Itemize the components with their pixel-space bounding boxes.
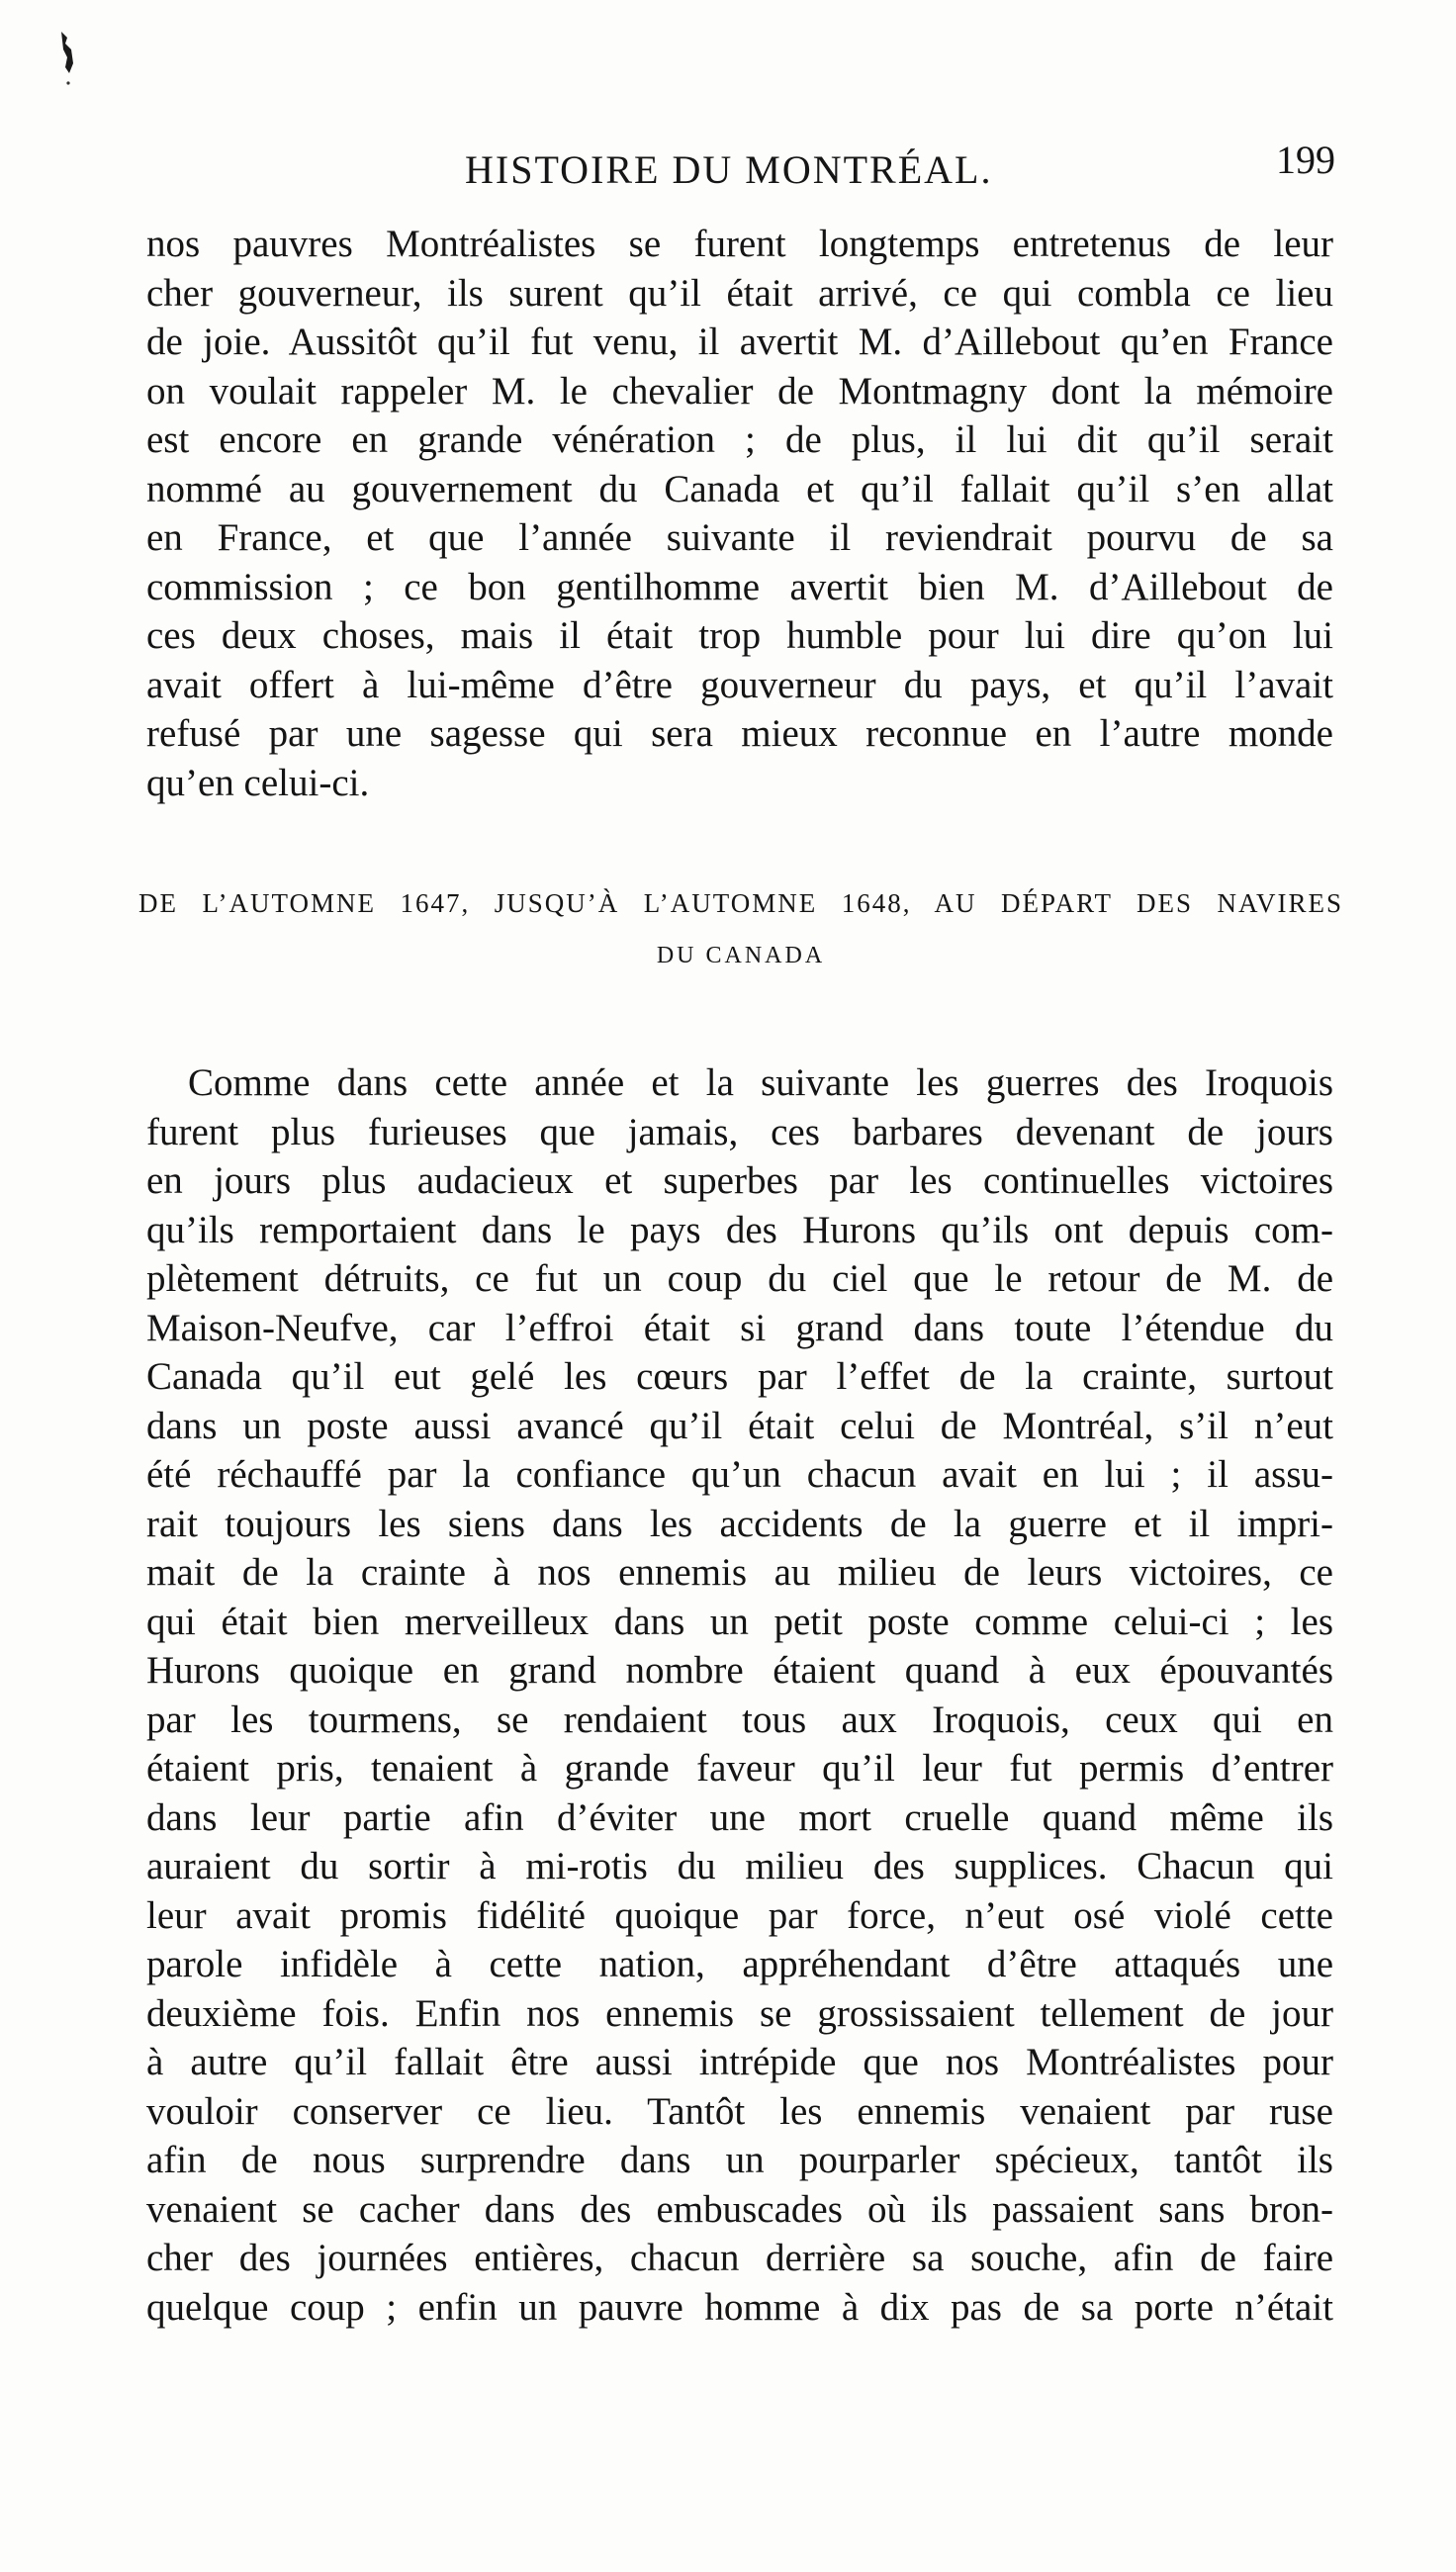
scan-artifact-mark bbox=[57, 30, 79, 87]
section-heading bbox=[138, 888, 1343, 969]
text-line: Maison-Neufve, car l’effroi était si grand dans toute l’étendue du bbox=[146, 1306, 1333, 1349]
text-line: qui était bien merveilleux dans un petit poste comme celui-ci ; les bbox=[146, 1600, 1333, 1643]
paragraph-main bbox=[146, 1058, 1333, 2332]
text-line: à autre qu’il fallait être aussi intrépide que nos Montréalistes pour bbox=[146, 2041, 1333, 2083]
text-line: on voulait rappeler M. le chevalier de Montmagny dont la mémoire bbox=[146, 369, 1333, 413]
text-line: étaient pris, tenaient à grande faveur qu’il leur fut permis d’entrer bbox=[146, 1747, 1333, 1790]
text-line: plètement détruits, ce fut un coup du ciel que le retour de M. de bbox=[146, 1257, 1333, 1300]
text-line: qu’en celui-ci. bbox=[146, 761, 370, 804]
text-line: venaient se cacher dans des embuscades où ils passaient sans bron- bbox=[146, 2187, 1333, 2231]
text-line: nommé au gouvernement du Canada et qu’il fallait qu’il s’en allat bbox=[146, 467, 1333, 510]
text-line: auraient du sortir à mi-rotis du milieu des supplices. Chacun qui bbox=[146, 1845, 1333, 1887]
text-line: furent plus furieuses que jamais, ces barbares devenant de jours bbox=[146, 1110, 1333, 1153]
page-number: 199 bbox=[1276, 138, 1335, 182]
text-line: cher gouverneur, ils surent qu’il était arrivé, ce qui combla ce lieu bbox=[146, 271, 1333, 315]
text-line: de joie. Aussitôt qu’il fut venu, il avertit M. d’Aillebout qu’en France bbox=[146, 321, 1333, 363]
text-line: cher des journées entières, chacun derrière sa souche, afin de faire bbox=[146, 2237, 1333, 2279]
text-line: avait offert à lui-même d’être gouverneur du pays, et qu’il l’avait bbox=[146, 663, 1333, 706]
paragraph-continued bbox=[146, 220, 1333, 807]
text-line: afin de nous surprendre dans un pourparler spécieux, tantôt ils bbox=[146, 2139, 1333, 2181]
text-line: rait toujours les siens dans les accidents de la guerre et il impri- bbox=[146, 1502, 1333, 1545]
text-line: vouloir conserver ce lieu. Tantôt les ennemis venaient par ruse bbox=[146, 2089, 1333, 2133]
text-line: Comme dans cette année et la suivante les guerres des Iroquois bbox=[188, 1061, 1333, 1104]
section-heading-line-1: DE L’AUTOMNE 1647, JUSQU’À L’AUTOMNE 1648, AU DÉPART DES NAVIRES bbox=[138, 888, 1343, 918]
text-line: qu’ils remportaient dans le pays des Hurons qu’ils ont depuis com- bbox=[146, 1208, 1333, 1251]
running-header-title: HISTOIRE DU MONTRÉAL. bbox=[465, 147, 993, 192]
text-line: dans un poste aussi avancé qu’il était celui de Montréal, s’il n’eut bbox=[146, 1404, 1333, 1447]
text-line: leur avait promis fidélité quoique par force, n’eut osé violé cette bbox=[146, 1893, 1333, 1937]
text-line: par les tourmens, se rendaient tous aux Iroquois, ceux qui en bbox=[146, 1698, 1333, 1741]
text-line: dans leur partie afin d’éviter une mort cruelle quand même ils bbox=[146, 1795, 1333, 1839]
text-line: Hurons quoique en grand nombre étaient quand à eux épouvantés bbox=[146, 1649, 1333, 1692]
text-line: mait de la crainte à nos ennemis au milieu de leurs victoires, ce bbox=[146, 1551, 1333, 1594]
text-line: en jours plus audacieux et superbes par les continuelles victoires bbox=[146, 1159, 1333, 1202]
text-line: Canada qu’il eut gelé les cœurs par l’effet de la crainte, surtout bbox=[146, 1355, 1333, 1398]
text-line: parole infidèle à cette nation, appréhendant d’être attaqués une bbox=[146, 1943, 1333, 1985]
text-line: en France, et que l’année suivante il reviendrait pourvu de sa bbox=[146, 516, 1333, 559]
text-line: est encore en grande vénération ; de plus, il lui dit qu’il serait bbox=[146, 418, 1333, 461]
text-line: été réchauffé par la confiance qu’un chacun avait en lui ; il assu- bbox=[146, 1453, 1333, 1496]
text-line: deuxième fois. Enfin nos ennemis se grossissaient tellement de jour bbox=[146, 1991, 1333, 2035]
text-line: refusé par une sagesse qui sera mieux reconnue en l’autre monde bbox=[146, 712, 1333, 755]
text-line: nos pauvres Montréalistes se furent longtemps entretenus de leur bbox=[146, 223, 1333, 265]
text-line: ces deux choses, mais il était trop humble pour lui dire qu’on lui bbox=[146, 614, 1333, 657]
text-line: quelque coup ; enfin un pauvre homme à dix pas de sa porte n’était bbox=[146, 2285, 1333, 2329]
section-heading-line-2: DU CANADA bbox=[656, 943, 826, 968]
text-line: commission ; ce bon gentilhomme avertit bien M. d’Aillebout de bbox=[146, 565, 1333, 608]
